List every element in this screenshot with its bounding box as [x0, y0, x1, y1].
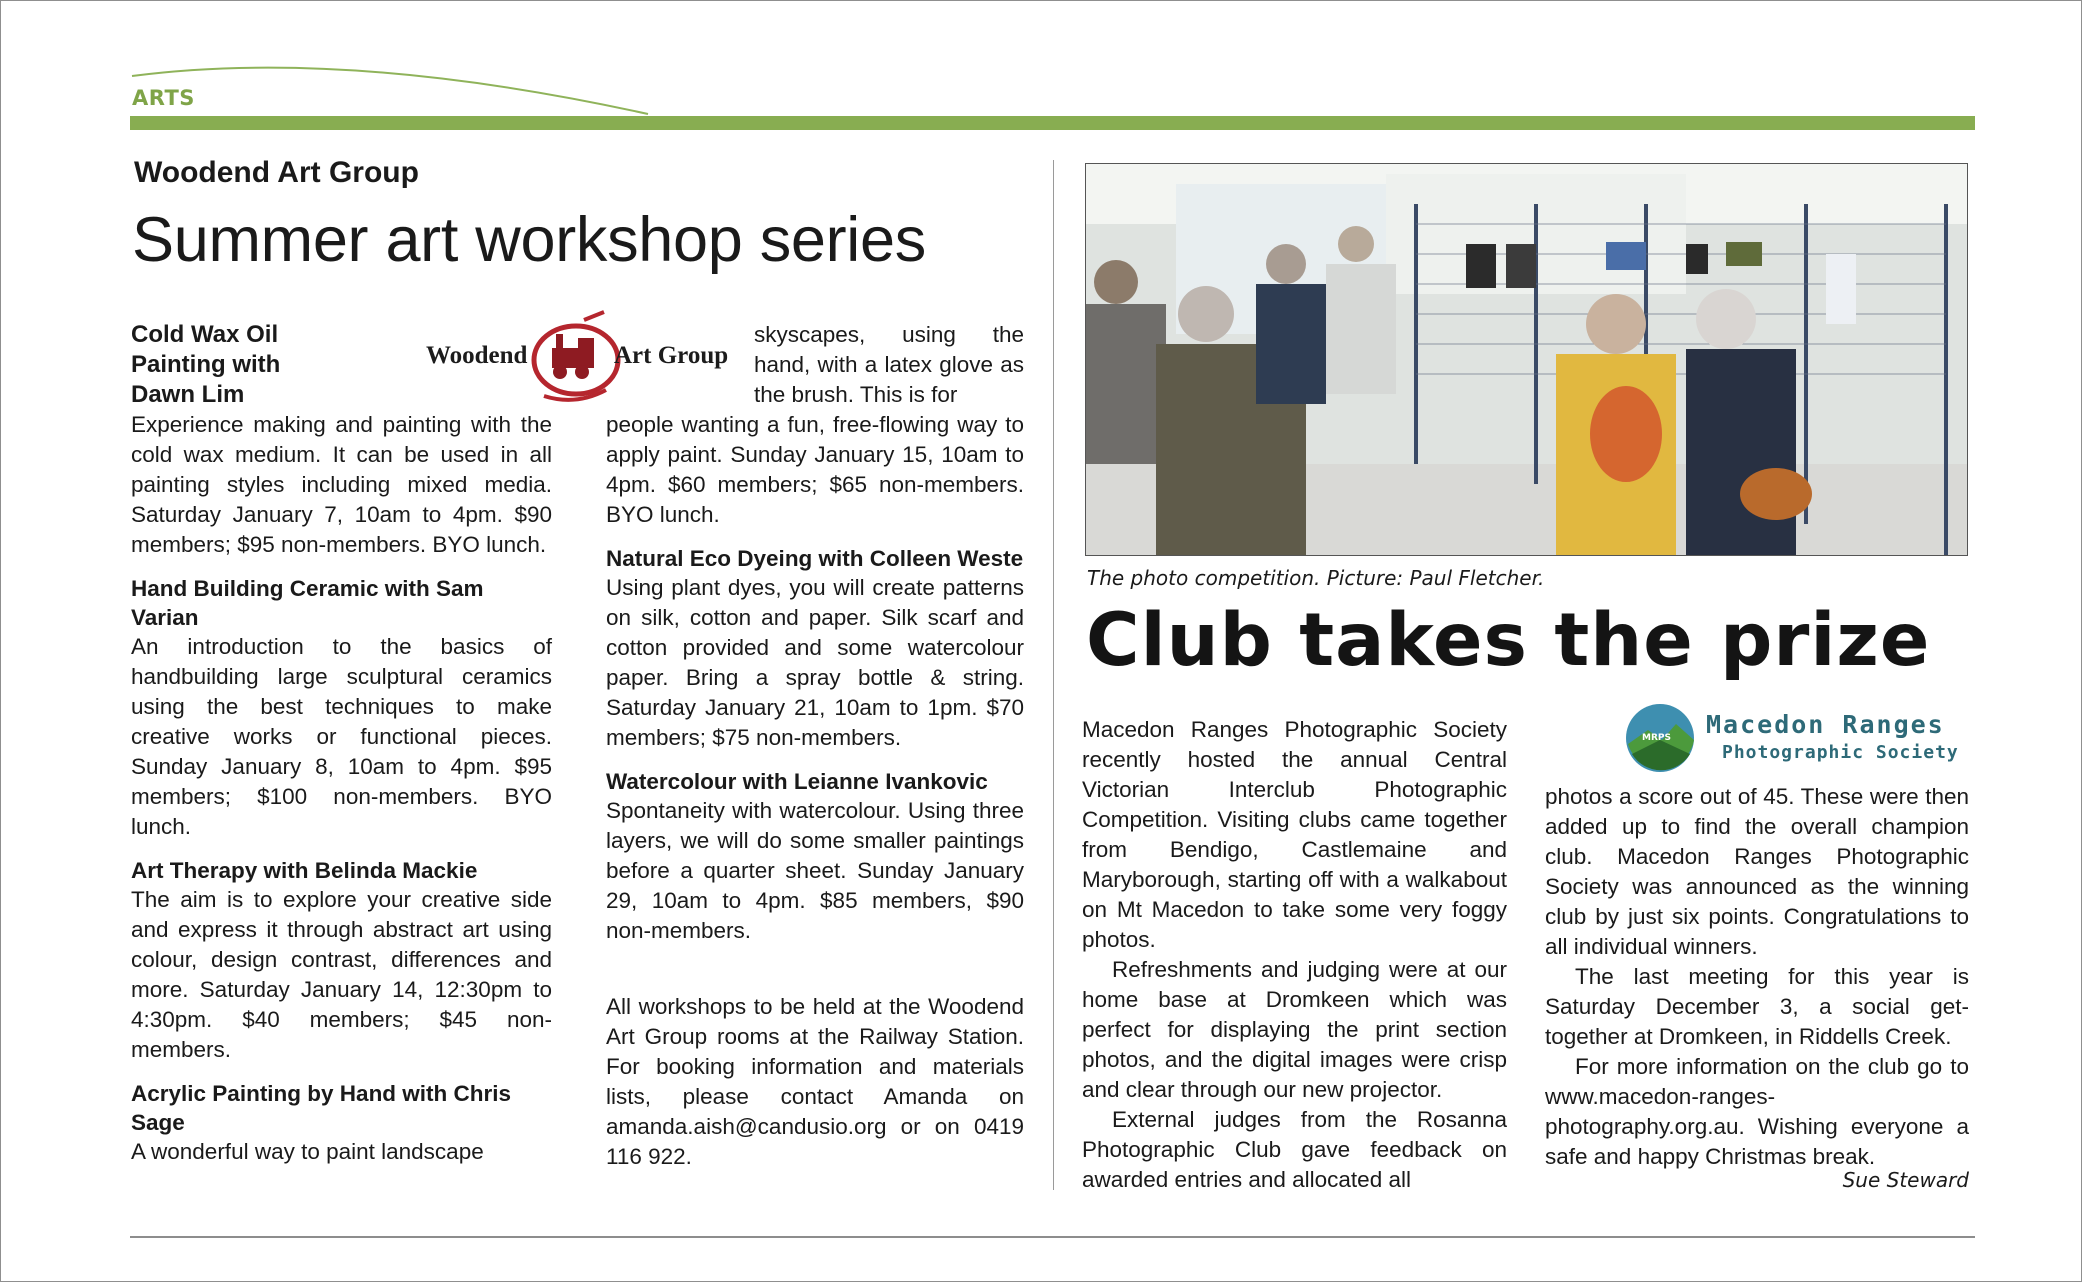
workshop-title: Cold Wax Oil Painting with Dawn Lim [131, 321, 281, 408]
article-column-2 [1545, 782, 1969, 1172]
workshop-description: The aim is to explore your creative side and express it through abstract art using colour, design contrast, differences and more. Saturday January 14, 12:30pm to 4:30pm. $40 members; $45 non-members. [131, 887, 552, 1062]
article-headline: Summer art workshop series [132, 205, 926, 275]
workshop-title: Hand Building Ceramic with Sam Varian [131, 576, 484, 630]
workshop-title: Art Therapy with Belinda Mackie [131, 858, 478, 883]
header-rule [130, 116, 1975, 130]
workshop-title: Natural Eco Dyeing with Colleen Weste [606, 546, 1024, 571]
article-column-1 [1082, 715, 1507, 1195]
workshop-column-2 [606, 320, 1024, 1172]
article-paragraph: photos a score out of 45. These were then added up to find the overall champion club. Macedon Ranges Photographic Society was announced as the winning club by just six points. Congratulations to all individual winners. [1545, 784, 1969, 959]
article-paragraph: Refreshments and judging were at our home base at Dromkeen which was perfect for displaying the print section photos, and the digital images were crisp and clear through our new projector. [1082, 957, 1507, 1102]
section-label: ARTS [132, 86, 195, 110]
mrps-emblem-abbr: MRPS [1642, 733, 1671, 743]
workshop-description: Spontaneity with watercolour. Using three layers, we will do some smaller paintings before a quarter sheet. Sunday January 29, 10am to 4pm. $85 members, $90 non-members. [606, 798, 1024, 943]
mrps-emblem-icon [1622, 700, 1698, 776]
exhibition-photo [1085, 163, 1968, 556]
column-divider [1053, 160, 1054, 1190]
mrps-logo-line-2: Photographic Society [1722, 742, 1959, 763]
macedon-ranges-photographic-society-logo [1622, 700, 1959, 778]
article-paragraph: Macedon Ranges Photographic Society recently hosted the annual Central Victorian Interclub Photographic Competition. Visiting clubs came together from Bendigo, Castlemaine and Maryborough, starting off with a walkabout on Mt Macedon to take some very foggy photos. [1082, 717, 1507, 952]
workshop-description: An introduction to the basics of handbuilding large sculptural ceramics using the best techniques to make creative works or functional pieces. Sunday January 8, 10am to 4pm. $95 members; $100 non-members. BYO lunch. [131, 634, 552, 839]
photo-caption: The photo competition. Picture: Paul Fletcher. [1087, 566, 1545, 590]
workshop-title: Watercolour with Leianne Ivankovic [606, 769, 988, 794]
logo-text-art-group: Art Group [614, 342, 729, 369]
workshop-column-1 [131, 320, 552, 1167]
article-byline: Sue Steward [1842, 1168, 1969, 1192]
article-paragraph: For more information on the club go to www.macedon-ranges-photography.org.au. Wishing everyone a safe and happy Christmas break. [1545, 1054, 1969, 1169]
footer-rule [130, 1236, 1975, 1238]
booking-note: All workshops to be held at the Woodend Art Group rooms at the Railway Station. For booking information and materials lists, please contact Amanda on amanda.aish@candusio.org or on 0419 116 922. [606, 994, 1024, 1169]
workshop-description-continued: people wanting a fun, free-flowing way to apply paint. Sunday January 15, 10am to 4pm. $60 members; $65 non-members. BYO lunch. [606, 412, 1024, 527]
header-arc-decoration [128, 60, 688, 120]
workshop-description: A wonderful way to paint landscape [131, 1139, 484, 1164]
workshop-title: Acrylic Painting by Hand with Chris Sage [131, 1081, 512, 1135]
article-paragraph: External judges from the Rosanna Photographic Club gave feedback on awarded entries and allocated all [1082, 1107, 1507, 1192]
article-kicker: Woodend Art Group [134, 156, 419, 189]
article-headline: Club takes the prize [1086, 598, 1931, 683]
workshop-description: Using plant dyes, you will create patterns on silk, cotton and paper. Silk scarf and cotton provided and some watercolour paper. Bring a spray bottle & string. Saturday January 21, 10am to 1pm. $70 members; $75 non-members. [606, 575, 1024, 750]
logo-text-woodend: Woodend [426, 342, 528, 369]
workshop-description-continued-lead: skyscapes, using the hand, with a latex glove as the brush. This is for [754, 322, 1024, 407]
mrps-logo-line-1: Macedon Ranges [1706, 710, 1945, 739]
workshop-description: Experience making and painting with the cold wax medium. It can be used in all painting styles including mixed media. Saturday January 7, 10am to 4pm. $90 members; $95 non-members. BYO lunch. [131, 412, 552, 557]
article-paragraph: The last meeting for this year is Saturday December 3, a social get-together at Dromkeen, in Riddells Creek. [1545, 964, 1969, 1049]
